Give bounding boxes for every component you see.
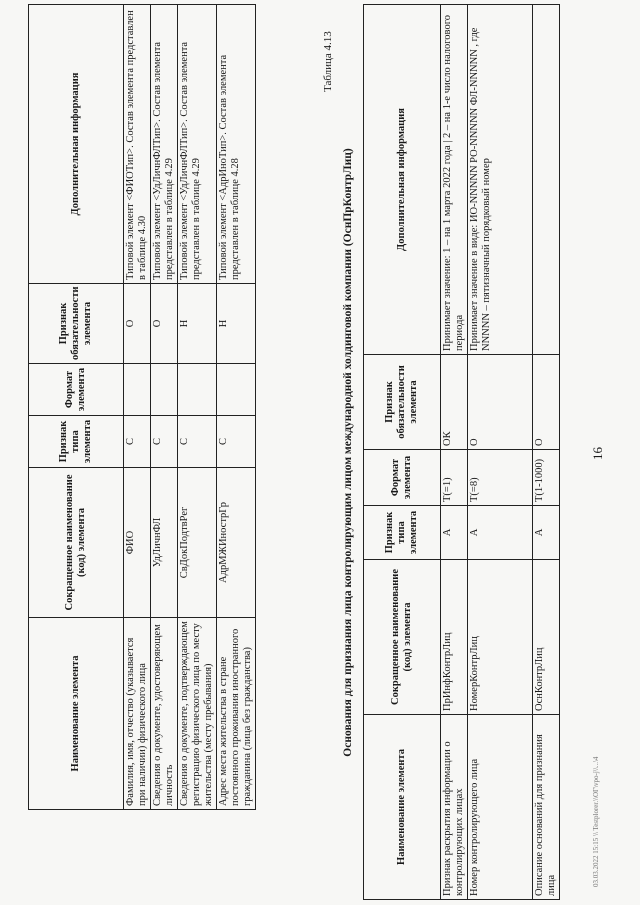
table-row: [124, 5, 151, 810]
table-row: [468, 5, 533, 900]
table-row: [151, 5, 178, 810]
header-required: Признак обязательности элемента: [29, 284, 124, 364]
header-format: Формат элемента: [29, 364, 124, 416]
cell-type: С: [124, 416, 151, 468]
cell-name: Адрес места жительства в стране постоянного проживания иностранного гражданина (лица без гражданства): [217, 618, 256, 810]
cell-code: ОснКонтрЛиц: [533, 560, 560, 715]
cell-name: Фамилия, имя, отчество (указывается при наличии) физического лица: [124, 618, 151, 810]
header-name: Наименование элемента: [29, 618, 124, 810]
cell-info: [533, 5, 560, 355]
cell-code: НомерКонтрЛиц: [468, 560, 533, 715]
cell-format: [124, 364, 151, 416]
cell-type: А: [533, 506, 560, 560]
header-required: Признак обязательности элемента: [364, 355, 441, 450]
file-stamp: 03.03.2022 15:15 \\ Testplorer.\\ОГ\vpo-j\\...\4: [592, 756, 600, 887]
table-row: [441, 5, 468, 900]
cell-name: Сведения о документе, подтверждающем регистрацию физического лица по месту жительства (месту пребывания): [178, 618, 217, 810]
cell-required: О: [124, 284, 151, 364]
page-number: 16: [590, 447, 605, 460]
header-code: Сокращенное наименование (код) элемента: [29, 468, 124, 618]
cell-format: [178, 364, 217, 416]
cell-format: T(1-1000): [533, 450, 560, 506]
cell-info: Типовой элемент <УдЛичнФЛТип>. Состав элемента представлен в таблице 4.29: [178, 5, 217, 284]
table-person-info: [28, 4, 256, 810]
cell-code: ФИО: [124, 468, 151, 618]
cell-name: Описание оснований для признания лица: [533, 715, 560, 900]
cell-format: T(=1): [441, 450, 468, 506]
cell-type: С: [178, 416, 217, 468]
cell-info: Типовой элемент <АдрИноТип>. Состав элемента представлен в таблице 4.28: [217, 5, 256, 284]
table-row: [178, 5, 217, 810]
cell-info: Принимает значение в виде: ИО-NNNNN РО-NNNNN ФЛ-NNNNN , где NNNNN – пятизначный порядковый номер: [468, 5, 533, 355]
cell-required: О: [533, 355, 560, 450]
header-info: Дополнительная информация: [29, 5, 124, 284]
table-row: [533, 5, 560, 900]
header-format: Формат элемента: [364, 450, 441, 506]
cell-name: Сведения о документе, удостоверяющем личность: [151, 618, 178, 810]
header-info: Дополнительная информация: [364, 5, 441, 355]
table-title: Основания для признания лица контролирующим лицом международной холдинговой компании (ОснПрКонтрЛиц): [342, 148, 354, 757]
cell-required: О: [151, 284, 178, 364]
cell-required: Н: [178, 284, 217, 364]
header-type: Признак типа элемента: [29, 416, 124, 468]
table-label: Таблица 4.13: [322, 31, 334, 92]
cell-required: ОК: [441, 355, 468, 450]
table-header-row: [364, 5, 441, 900]
cell-type: А: [441, 506, 468, 560]
table-header-row: [29, 5, 124, 810]
cell-code: АдрМЖИнострГр: [217, 468, 256, 618]
header-name: Наименование элемента: [364, 715, 441, 900]
cell-name: Номер контролирующего лица: [468, 715, 533, 900]
cell-info: Типовой элемент <ФИОТип>. Состав элемента представлен в таблице 4.30: [124, 5, 151, 284]
cell-code: УдЛичнФЛ: [151, 468, 178, 618]
cell-name: Признак раскрытия информации о контролирующих лицах: [441, 715, 468, 900]
cell-format: [217, 364, 256, 416]
cell-required: О: [468, 355, 533, 450]
cell-code: ПрИнфКонтрЛиц: [441, 560, 468, 715]
cell-format: [151, 364, 178, 416]
header-type: Признак типа элемента: [364, 506, 441, 560]
cell-type: С: [151, 416, 178, 468]
cell-type: А: [468, 506, 533, 560]
cell-required: Н: [217, 284, 256, 364]
header-code: Сокращенное наименование (код) элемента: [364, 560, 441, 715]
cell-type: С: [217, 416, 256, 468]
table-row: [217, 5, 256, 810]
cell-info: Принимает значение: 1 – на 1 марта 2022 года | 2 – на 1-е число налогового периода: [441, 5, 468, 355]
cell-code: СвДокПодтвРег: [178, 468, 217, 618]
cell-info: Типовой элемент <УдЛичнФЛТип>. Состав элемента представлен в таблице 4.29: [151, 5, 178, 284]
cell-format: T(=8): [468, 450, 533, 506]
table-control-grounds: [363, 4, 560, 900]
